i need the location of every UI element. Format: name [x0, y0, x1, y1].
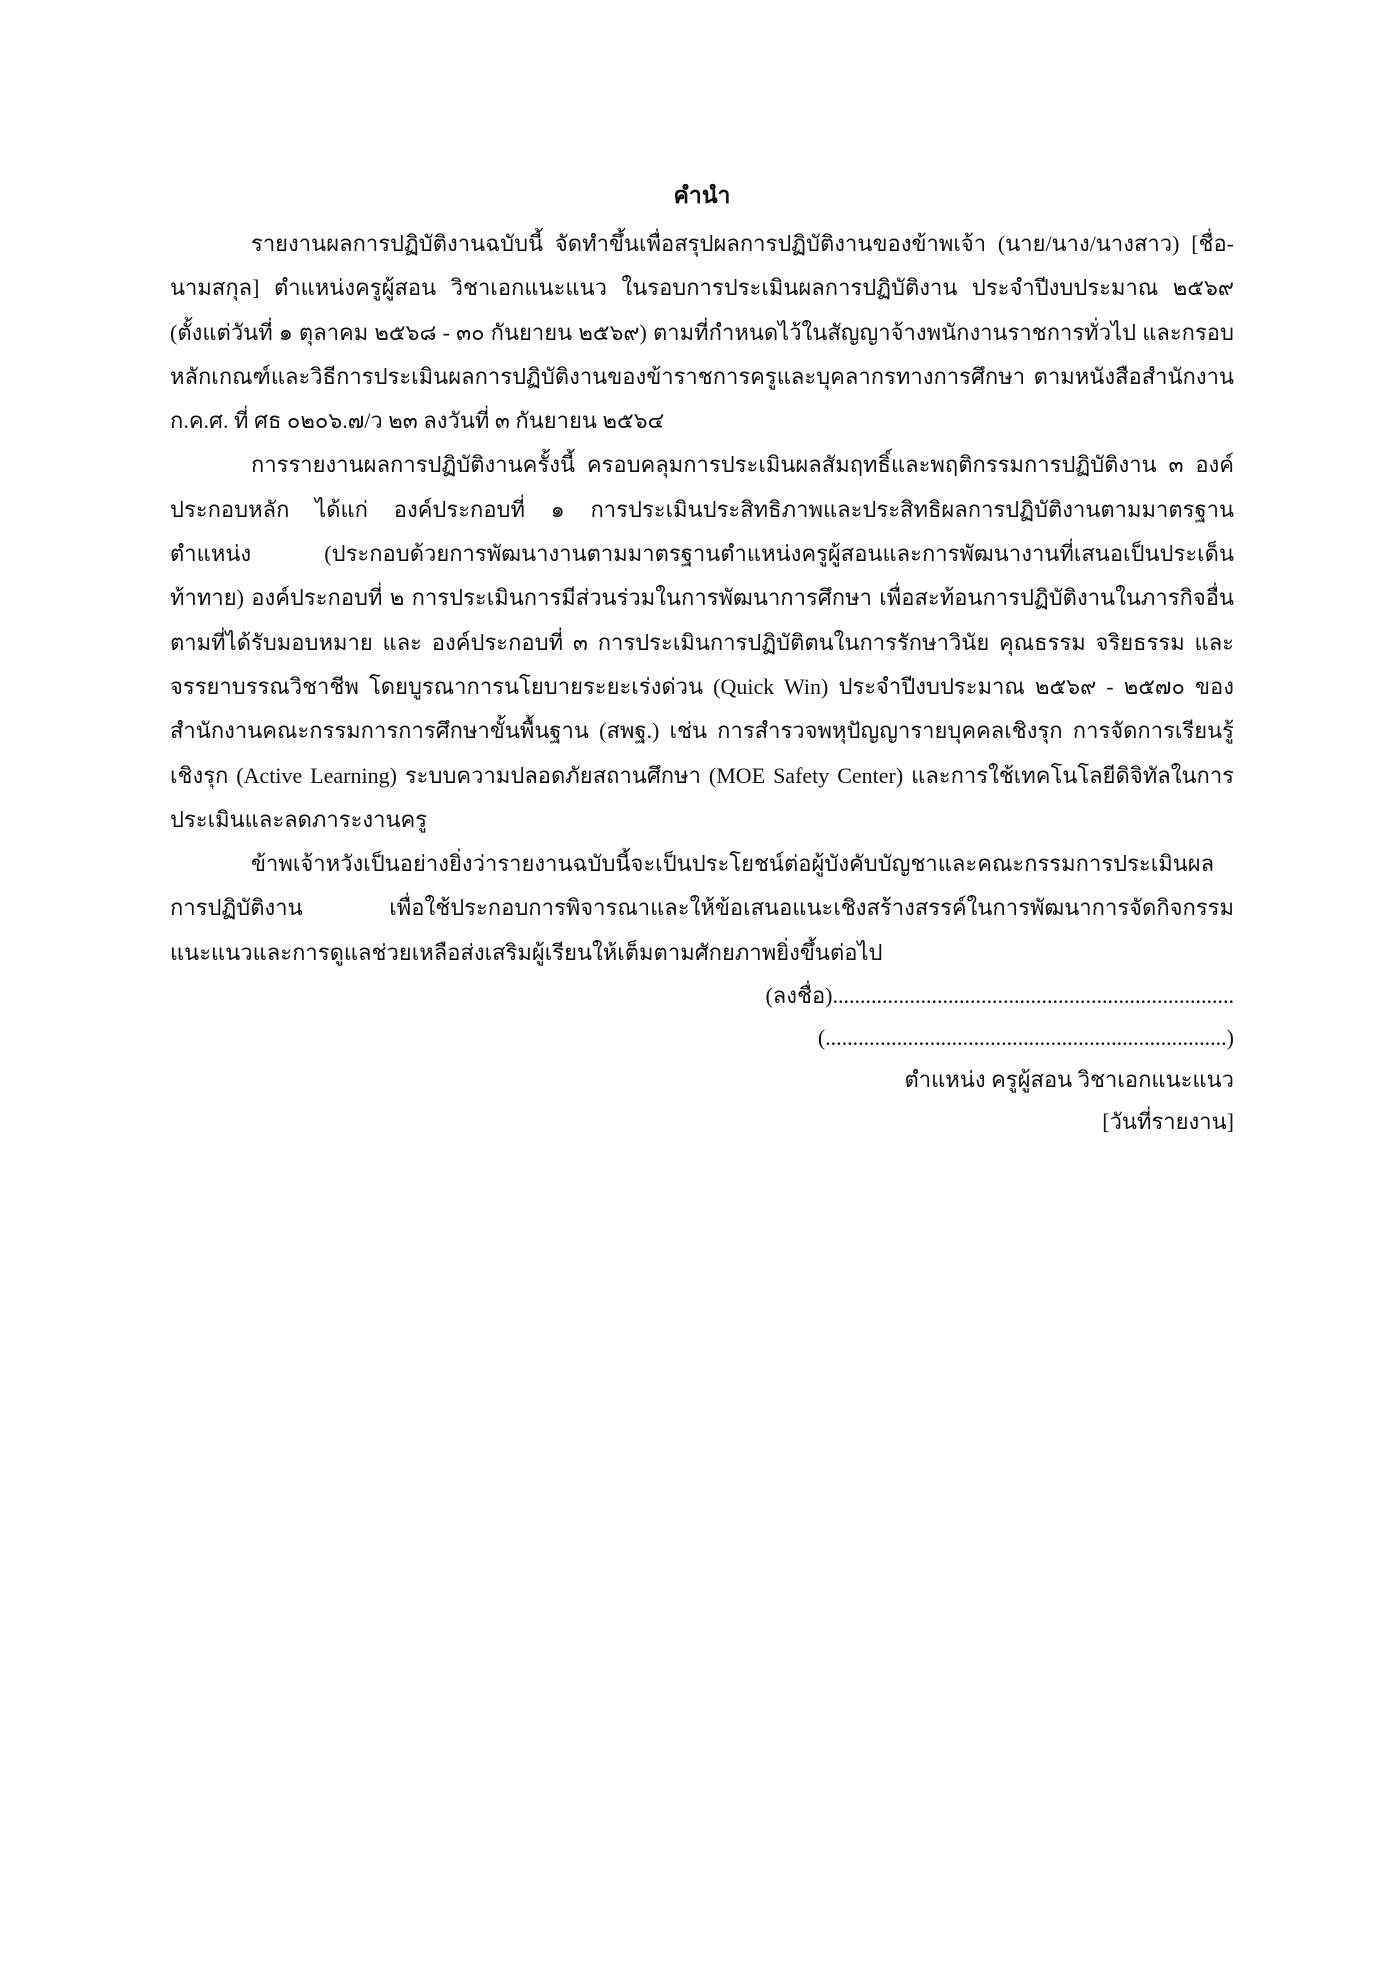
signature-block	[170, 975, 1234, 1143]
paragraph-closing: ข้าพเจ้าหวังเป็นอย่างยิ่งว่ารายงานฉบับนี้จะเป็นประโยชน์ต่อผู้บังคับบัญชาและคณะกรรมการประเมินผลการปฏิบัติงาน เพื่อใช้ประกอบการพิจารณาและให้ข้อเสนอแนะเชิงสร้างสรรค์ในการพัฒนาการจัดกิจกรรมแนะแนวและการดูแลช่วยเหลือส่งเสริมผู้เรียนให้เต็มตามศักยภาพยิ่งขึ้นต่อไป	[170, 851, 1234, 965]
signatory-position: ตำแหน่ง ครูผู้สอน วิชาเอกแนะแนว	[904, 1067, 1234, 1093]
signature-line: (ลงชื่อ).........................................................................	[765, 983, 1234, 1009]
report-date: [วันที่รายงาน]	[1102, 1109, 1234, 1135]
document-title: คำนำ	[673, 183, 731, 208]
paragraph-scope: การรายงานผลการปฏิบัติงานครั้งนี้ ครอบคลุมการประเมินผลสัมฤทธิ์และพฤติกรรมการปฏิบัติงาน ๓ องค์ประกอบหลัก ได้แก่ องค์ประกอบที่ ๑ การประเมินประสิทธิภาพและประสิทธิผลการปฏิบัติงานตามมาตรฐานตำแหน่ง (ประกอบด้วยการพัฒนางานตามมาตรฐานตำแหน่งครูผู้สอนและการพัฒนางานที่เสนอเป็นประเด็นท้าทาย) องค์ประกอบที่ ๒ การประเมินการมีส่วนร่วมในการพัฒนาการศึกษา เพื่อสะท้อนการปฏิบัติงานในภารกิจอื่นตามที่ได้รับมอบหมาย และ องค์ประกอบที่ ๓ การประเมินการปฏิบัติตนในการรักษาวินัย คุณธรรม จริยธรรม และจรรยาบรรณวิชาชีพ โดยบูรณาการนโยบายระยะเร่งด่วน (Quick Win) ประจำปีงบประมาณ ๒๕๖๙ - ๒๕๗๐ ของสำนักงานคณะกรรมการการศึกษาขั้นพื้นฐาน (สพฐ.) เช่น การสำรวจพหุปัญญารายบุคคลเชิงรุก การจัดการเรียนรู้เชิงรุก (Active Learning) ระบบความปลอดภัยสถานศึกษา (MOE Safety Center) และการใช้เทคโนโลยีดิจิทัลในการประเมินและลดภาระงานครู	[170, 452, 1234, 832]
paragraph-intro: รายงานผลการปฏิบัติงานฉบับนี้ จัดทำขึ้นเพื่อสรุปผลการปฏิบัติงานของข้าพเจ้า (นาย/นาง/นางสาว) [ชื่อ-นามสกุล] ตำแหน่งครูผู้สอน วิชาเอกแนะแนว ในรอบการประเมินผลการปฏิบัติงาน ประจำปีงบประมาณ ๒๕๖๙ (ตั้งแต่วันที่ ๑ ตุลาคม ๒๕๖๘ - ๓๐ กันยายน ๒๕๖๙) ตามที่กำหนดไว้ในสัญญาจ้างพนักงานราชการทั่วไป และกรอบหลักเกณฑ์และวิธีการประเมินผลการปฏิบัติงานของข้าราชการครูและบุคลากรทางการศึกษา ตามหนังสือสำนักงาน ก.ค.ศ. ที่ ศธ ๐๒๐๖.๗/ว ๒๓ ลงวันที่ ๓ กันยายน ๒๕๖๔	[170, 231, 1234, 434]
document-body	[170, 170, 1234, 1143]
signatory-name-line: (.........................................................................)	[817, 1025, 1234, 1051]
